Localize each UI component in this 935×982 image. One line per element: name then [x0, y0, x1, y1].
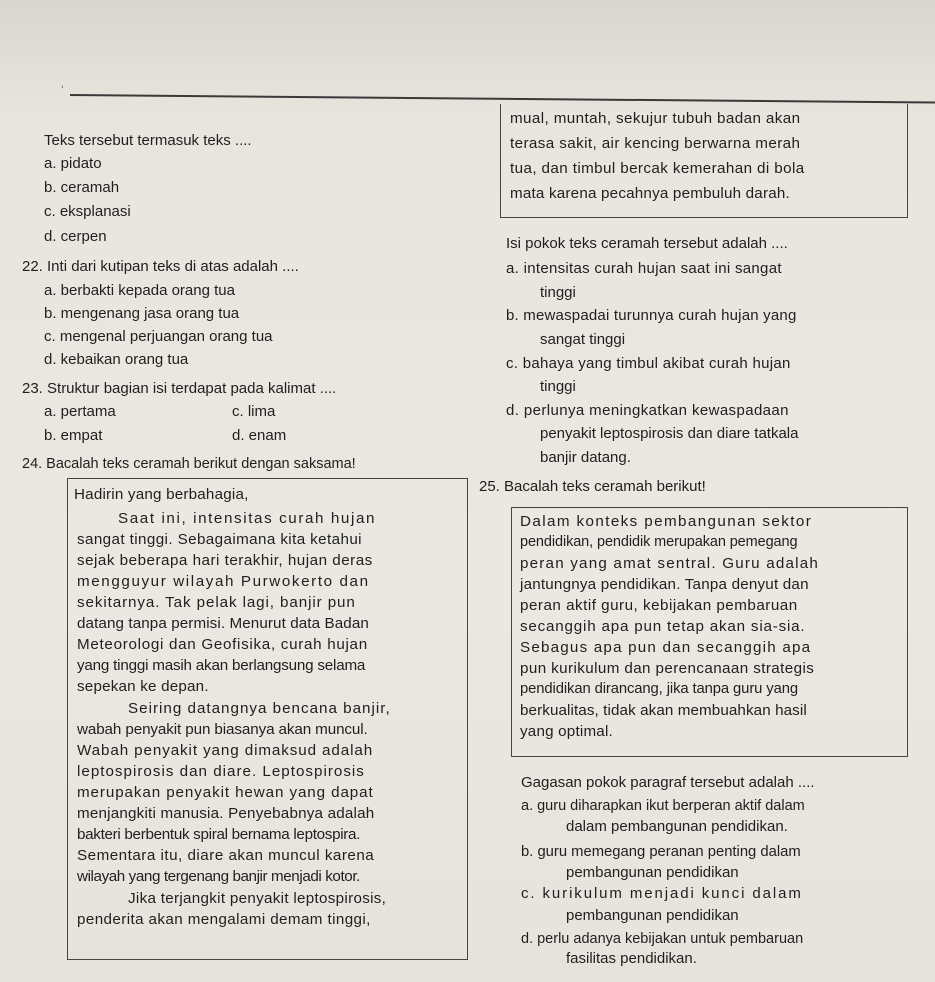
- box-line: terasa sakit, air kencing berwarna merah: [510, 135, 801, 152]
- box-line: yang tinggi masih akan berlangsung selama: [77, 657, 366, 674]
- option-d: d. cerpen: [44, 228, 107, 245]
- box-line: jantungnya pendidikan. Tanpa denyut dan: [520, 576, 809, 593]
- box-line: Jika terjangkit penyakit leptospirosis,: [128, 890, 387, 907]
- box-line: Dalam konteks pembangunan sektor: [520, 513, 813, 530]
- q25-option-a-cont: dalam pembangunan pendidikan.: [566, 818, 788, 835]
- box-line: Sebagus apa pun dan secanggih apa: [520, 639, 812, 656]
- q23-option-b: b. empat: [44, 427, 103, 444]
- q24-option-b: b. mewaspadai turunnya curah hujan yang: [506, 307, 797, 324]
- q23-option-d: d. enam: [232, 427, 287, 444]
- box-line: peran aktif guru, kebijakan pembaruan: [520, 597, 798, 614]
- question-25-stem: 25. Bacalah teks ceramah berikut!: [479, 478, 706, 495]
- q25-option-a: a. guru diharapkan ikut berperan aktif dalam: [521, 798, 805, 814]
- box-line: berkualitas, tidak akan membuahkan hasil: [520, 702, 807, 719]
- question-stem: Teks tersebut termasuk teks ....: [44, 132, 252, 149]
- box-line: Seiring datangnya bencana banjir,: [128, 700, 391, 717]
- question-23-stem: 23. Struktur bagian isi terdapat pada kalimat ....: [22, 380, 337, 397]
- q24-option-d-cont: penyakit leptospirosis dan diare tatkala: [540, 425, 799, 442]
- option-a: a. pidato: [44, 155, 102, 172]
- box-line: Sementara itu, diare akan muncul karena: [77, 847, 375, 864]
- box-line: mual, muntah, sekujur tubuh badan akan: [510, 110, 801, 127]
- box-line: Saat ini, intensitas curah hujan: [118, 510, 377, 527]
- q22-option-a: a. berbakti kepada orang tua: [44, 282, 235, 299]
- q24-option-b-cont: sangat tinggi: [540, 331, 626, 348]
- box-line: sekitarnya. Tak pelak lagi, banjir pun: [77, 594, 356, 611]
- q25-option-d: d. perlu adanya kebijakan untuk pembaruan: [521, 931, 804, 947]
- q25-option-c: c. kurikulum menjadi kunci dalam: [521, 885, 803, 902]
- q22-option-d: d. kebaikan orang tua: [44, 351, 189, 368]
- q24-option-d: d. perlunya meningkatkan kewaspadaan: [506, 402, 789, 419]
- q22-option-b: b. mengenang jasa orang tua: [44, 305, 240, 322]
- box-line: pendidikan, pendidik merupakan pemegang: [520, 534, 798, 550]
- speech-text-box-24: [67, 478, 468, 960]
- box-line: pun kurikulum dan perencanaan strategis: [520, 660, 815, 677]
- pen-mark: ʾ: [60, 83, 65, 99]
- box-line: sepekan ke depan.: [77, 678, 209, 695]
- q25-option-b: b. guru memegang peranan penting dalam: [521, 844, 801, 860]
- q24-option-d-cont2: banjir datang.: [540, 449, 631, 466]
- box-line: tua, dan timbul bercak kemerahan di bola: [510, 160, 805, 177]
- q25-option-d-cont: fasilitas pendidikan.: [566, 950, 697, 967]
- box-line: datang tanpa permisi. Menurut data Badan: [77, 615, 369, 632]
- option-c: c. eksplanasi: [44, 203, 131, 220]
- box-line: bakteri berbentuk spiral bernama leptospira.: [77, 826, 361, 843]
- q23-option-a: a. pertama: [44, 403, 116, 420]
- box-line: Hadirin yang berbahagia,: [74, 486, 249, 503]
- box-line: yang optimal.: [520, 723, 613, 740]
- top-rule: [70, 94, 935, 104]
- box-line: Meteorologi dan Geofisika, curah hujan: [77, 636, 368, 653]
- box-line: sangat tinggi. Sebagaimana kita ketahui: [77, 531, 362, 548]
- box-line: wabah penyakit pun biasanya akan muncul.: [77, 721, 368, 738]
- question-24-stem: 24. Bacalah teks ceramah berikut dengan saksama!: [22, 456, 356, 472]
- q25-option-b-cont: pembangunan pendidikan: [566, 864, 739, 881]
- box-line: wilayah yang tergenang banjir menjadi kotor.: [77, 868, 360, 885]
- box-line: mengguyur wilayah Purwokerto dan: [77, 573, 370, 590]
- q25-option-c-cont: pembangunan pendidikan: [566, 907, 739, 924]
- q24-option-a: a. intensitas curah hujan saat ini sangat: [506, 260, 782, 277]
- box-line: merupakan penyakit hewan yang dapat: [77, 784, 374, 801]
- q24-option-c-cont: tinggi: [540, 378, 576, 395]
- box-line: menjangkiti manusia. Penyebabnya adalah: [77, 805, 375, 822]
- q24-option-c: c. bahaya yang timbul akibat curah hujan: [506, 355, 791, 372]
- box-line: Wabah penyakit yang dimaksud adalah: [77, 742, 374, 759]
- box-line: pendidikan dirancang, jika tanpa guru yang: [520, 681, 798, 697]
- box-line: leptospirosis dan diare. Leptospirosis: [77, 763, 365, 780]
- q25-question: Gagasan pokok paragraf tersebut adalah ....: [521, 774, 815, 791]
- q22-option-c: c. mengenal perjuangan orang tua: [44, 328, 273, 345]
- q23-option-c: c. lima: [232, 403, 276, 420]
- box-line: penderita akan mengalami demam tinggi,: [77, 911, 371, 928]
- question-22-stem: 22. Inti dari kutipan teks di atas adalah ....: [22, 258, 299, 275]
- box-line: peran yang amat sentral. Guru adalah: [520, 555, 820, 572]
- speech-text-box-25: [511, 507, 908, 757]
- continuation-text-box: [500, 104, 908, 218]
- option-b: b. ceramah: [44, 179, 120, 196]
- box-line: mata karena pecahnya pembuluh darah.: [510, 185, 790, 202]
- q24-option-a-cont: tinggi: [540, 284, 576, 301]
- box-line: sejak beberapa hari terakhir, hujan deras: [77, 552, 373, 569]
- q24-question: Isi pokok teks ceramah tersebut adalah ....: [506, 235, 788, 252]
- box-line: secanggih apa pun tetap akan sia-sia.: [520, 618, 806, 635]
